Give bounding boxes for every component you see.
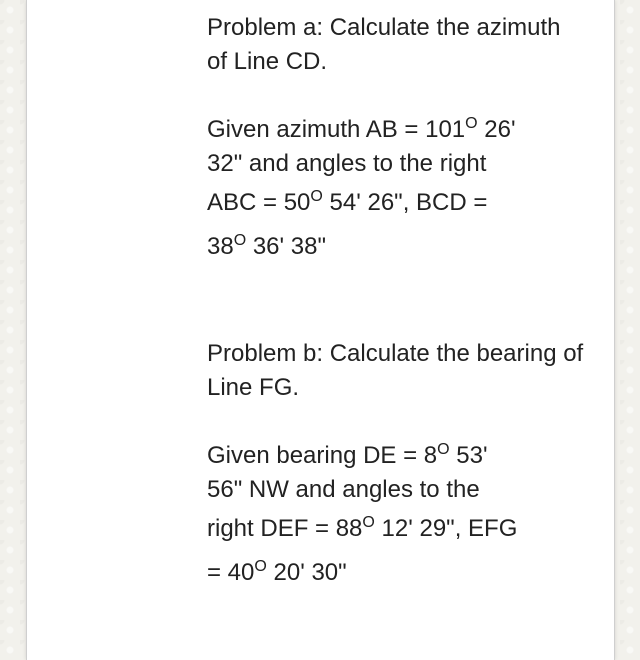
problem-a-line-4: $38^O$ 36' 38" <box>207 232 326 260</box>
problem-a-line-2: 32" and angles to the right <box>207 150 487 177</box>
problem-b-line-2: 56" NW and angles to the <box>207 476 480 503</box>
problem-a-line-3: ABC = $50^O$ 54' 26", BCD = <box>207 188 488 216</box>
degree-symbol: O <box>233 232 247 249</box>
problem-a-title: Problem a: Calculate the azimuth of Line CD. <box>207 14 561 75</box>
problem-b-line-1: Given bearing DE = $8^O$ 53' <box>207 441 488 469</box>
degree-symbol: O <box>437 441 450 458</box>
degree-symbol: O <box>362 514 375 531</box>
degree-symbol: O <box>254 558 267 575</box>
problem-text <box>207 11 587 595</box>
problem-a-line-1: Given azimuth AB = $101^O$ 26' <box>207 115 516 143</box>
degree-symbol: O <box>310 188 323 205</box>
problem-b-given <box>207 439 587 595</box>
content-card <box>26 0 615 660</box>
problem-b-line-3: right DEF = $88^O$ 12' 29", EFG <box>207 514 518 542</box>
problem-a-given <box>207 113 587 269</box>
degree-symbol: O <box>465 115 478 132</box>
problem-b-title: Problem b: Calculate the bearing of Line FG. <box>207 340 584 401</box>
problem-b-line-4: = $40^O$ 20' 30" <box>207 558 347 586</box>
